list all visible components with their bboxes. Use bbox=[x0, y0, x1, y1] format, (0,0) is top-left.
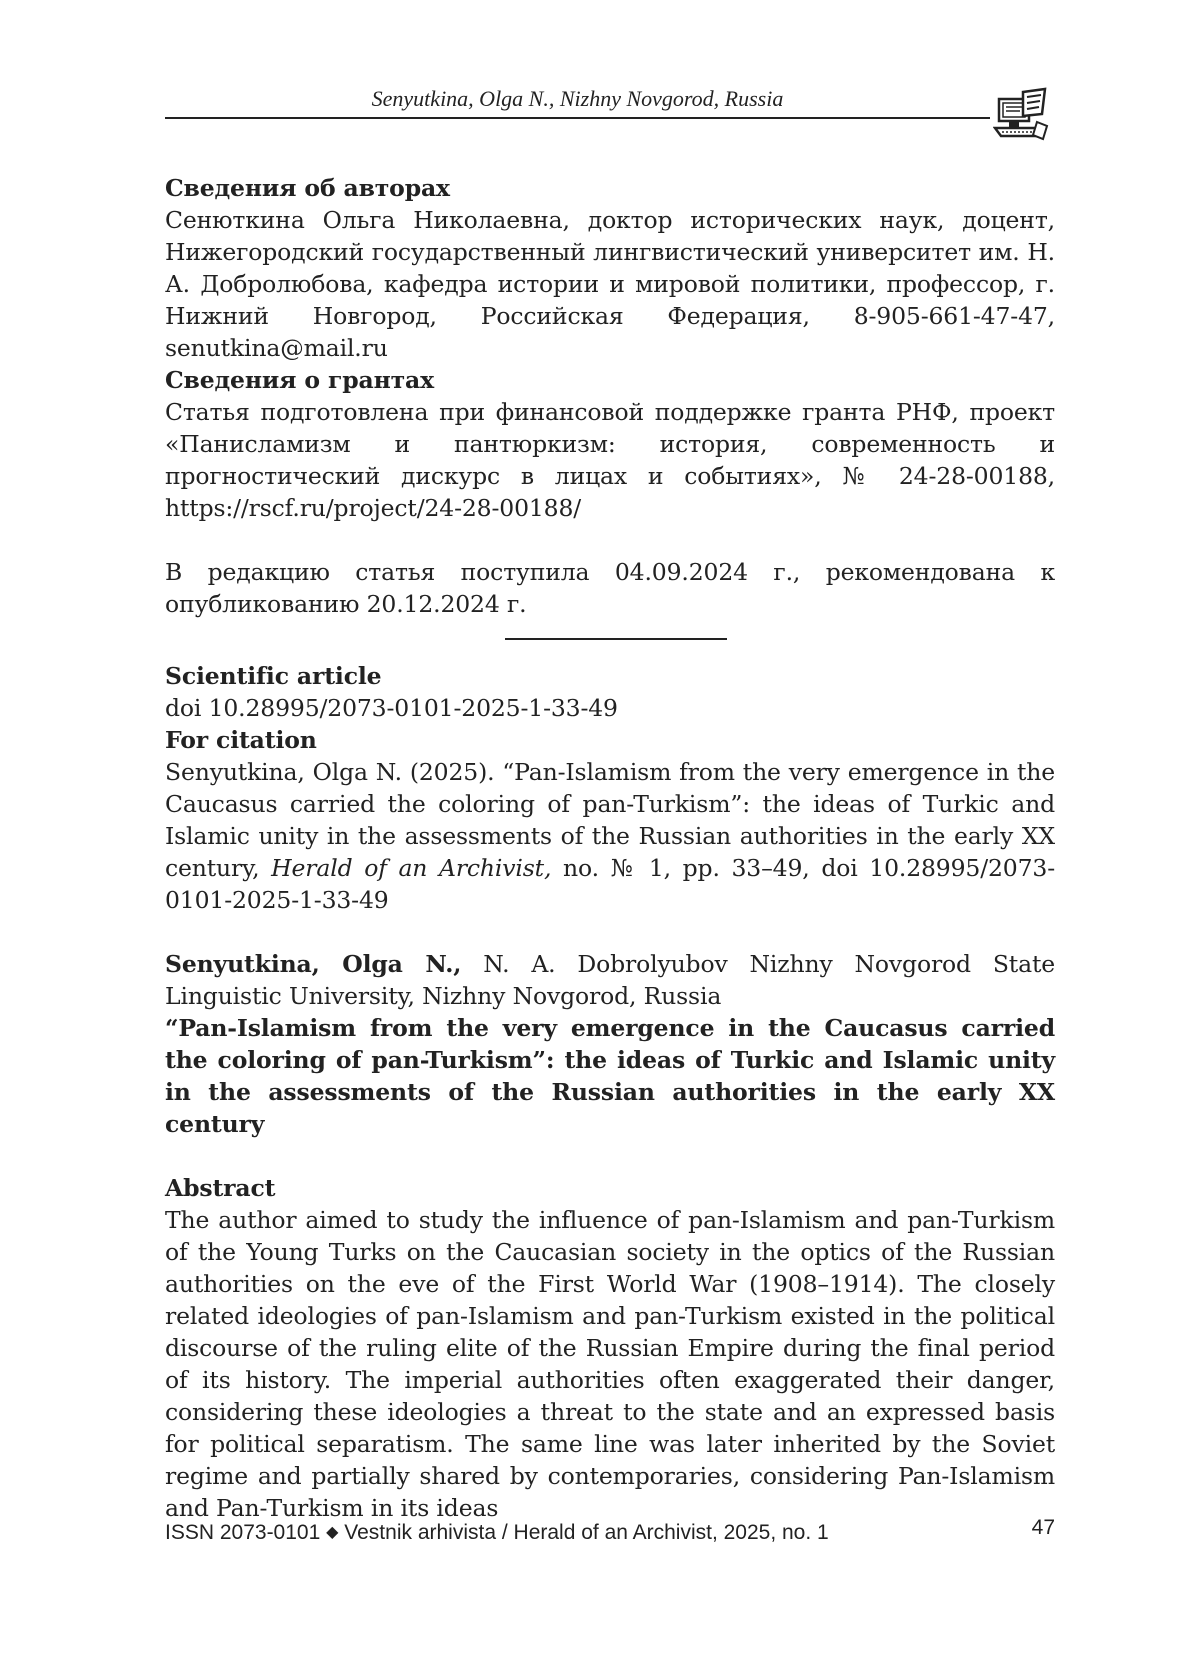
citation-heading: For citation bbox=[165, 726, 317, 754]
authors-text: Сенюткина Ольга Николаевна, доктор исторических наук, доцент, Нижегородский государственный лингвистический университет им. Н. А. Добролюбова, кафедра истории и мировой политики, профессор, г. Нижний Новгород, Российская Федерация, 8-905-661-47-47, senutkina@mail.ru bbox=[165, 206, 1055, 362]
page-content bbox=[165, 172, 1055, 1524]
abstract-text: The author aimed to study the influence of pan-Islamism and pan-Turkism of the Young Turks on the Caucasian society in the optics of the Russian authorities on the eve of the First World War (1908–1914). The closely related ideologies of pan-Islamism and pan-Turkism existed in the political discourse of the ruling elite of the Russian Empire during the final period of its history. The imperial authorities often exaggerated their danger, considering these ideologies a threat to the state and an expressed basis for political separatism. The same line was later inherited by the Soviet regime and partially shared by contemporaries, considering Pan-Islamism and Pan-Turkism in its ideas bbox=[165, 1206, 1055, 1522]
journal-emblem-icon bbox=[993, 86, 1051, 144]
footer-journal: Vestnik arhivista / Herald of an Archivist, 2025, no. 1 bbox=[344, 1521, 829, 1544]
grants-heading: Сведения о грантах bbox=[165, 366, 434, 394]
citation-part-2: no. № 1, pp. 33–49, doi 10.28995/2073-0101-2025-1-33-49 bbox=[165, 854, 1055, 914]
page-footer bbox=[165, 1516, 1055, 1548]
section-divider bbox=[505, 638, 727, 640]
article-title: “Pan-Islamism from the very emergence in the Caucasus carried the coloring of pan-Turkism”: the ideas of Turkic and Islamic unity in the assessments of the Russian authorities in the early XX century bbox=[165, 1014, 1055, 1138]
author-affiliation: N. A. Dobrolyubov Nizhny Novgorod State Linguistic University, Nizhny Novgorod, Russia bbox=[165, 950, 1055, 1010]
running-head: Senyutkina, Olga N., Nizhny Novgorod, Russia bbox=[371, 86, 784, 111]
citation-part-1: Senyutkina, Olga N. (2025). “Pan-Islamism from the very emergence in the Caucasus carried the coloring of pan-Turkism”: the ideas of Turkic and Islamic unity in the assessments of the Russian authorities in the early XX century, bbox=[165, 758, 1055, 882]
article-type-heading: Scientific article bbox=[165, 662, 382, 690]
authors-heading: Сведения об авторах bbox=[165, 174, 450, 202]
citation-text bbox=[165, 756, 1055, 916]
footer-issn: ISSN 2073-0101 bbox=[165, 1521, 321, 1544]
received-note: В редакцию статья поступила 04.09.2024 г., рекомендована к опубликованию 20.12.2024 г. bbox=[165, 558, 1055, 618]
grants-text: Статья подготовлена при финансовой поддержке гранта РНФ, проект «Панисламизм и пантюркизм: история, современность и прогностический дискурс в лицах и событиях», № 24-28-00188, https://rscf.ru/project/24-28-00188/ bbox=[165, 398, 1055, 522]
author-line bbox=[165, 948, 1055, 1012]
page-number: 47 bbox=[1031, 1516, 1055, 1539]
doi-line: doi 10.28995/2073-0101-2025-1-33-49 bbox=[165, 694, 618, 722]
citation-journal: Herald of an Archivist, bbox=[271, 854, 552, 882]
diamond-separator-icon: ◆ bbox=[326, 1524, 339, 1541]
abstract-heading: Abstract bbox=[165, 1174, 276, 1202]
author-name: Senyutkina, Olga N., bbox=[165, 950, 462, 978]
header-rule bbox=[165, 117, 990, 119]
